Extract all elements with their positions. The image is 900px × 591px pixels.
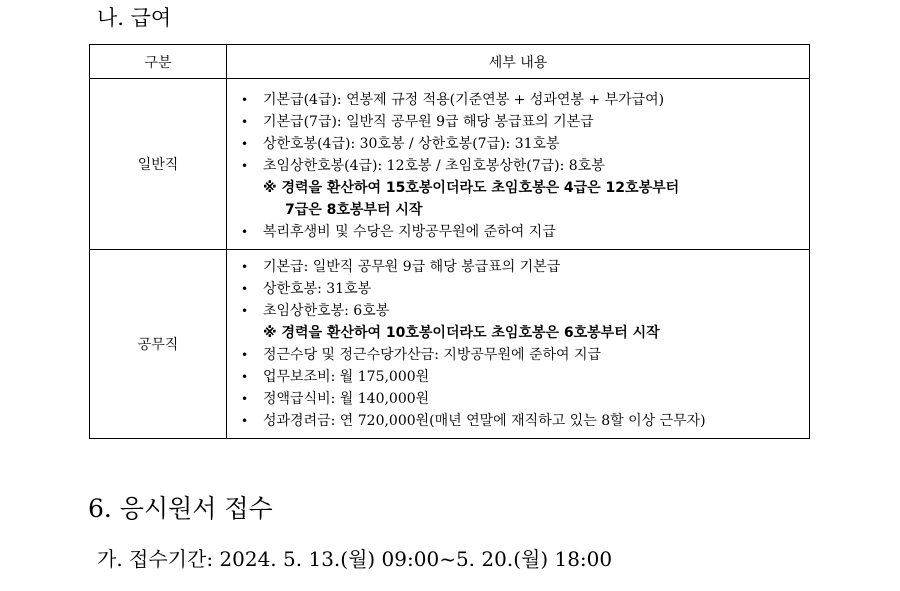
header-details: 세부 내용 — [227, 45, 810, 79]
detail-list — [235, 256, 805, 322]
list-item: • 업무보조비: 월 175,000원 — [235, 366, 805, 388]
bullet-icon: • — [241, 225, 249, 239]
section-heading-application: 6. 응시원서 접수 — [88, 494, 273, 523]
note-line-continued: 7급은 8호봉부터 시작 — [285, 202, 423, 218]
bullet-icon: • — [241, 115, 249, 129]
list-item: • 상한호봉(4급): 30호봉 / 상한호봉(7급): 31호봉 — [235, 133, 805, 155]
list-item: • 초임상한호봉: 6호봉 — [235, 300, 805, 322]
bullet-icon: • — [241, 348, 249, 362]
bullet-icon: • — [241, 370, 249, 384]
detail-list — [235, 89, 805, 177]
application-period: 가. 접수기간: 2024. 5. 13.(월) 09:00~5. 20.(월) 18:00 — [97, 547, 613, 571]
category-cell: 공무직 — [90, 250, 227, 439]
list-item: • 기본급(4급): 연봉제 규정 적용(기준연봉 + 성과연봉 + 부가급여) — [235, 89, 805, 111]
table-header-row — [90, 45, 810, 79]
bullet-icon: • — [241, 414, 249, 428]
note-line: ※ 경력을 환산하여 10호봉이더라도 초임호봉은 6호봉부터 시작 — [263, 325, 660, 341]
note-line: ※ 경력을 환산하여 15호봉이더라도 초임호봉은 4급은 12호봉부터 — [263, 180, 680, 196]
bullet-icon: • — [241, 282, 249, 296]
salary-table — [89, 44, 810, 439]
table-row-civil — [90, 250, 810, 439]
bullet-icon: • — [241, 304, 249, 318]
table-row-general — [90, 79, 810, 250]
list-item: • 상한호봉: 31호봉 — [235, 278, 805, 300]
list-item: • 정액급식비: 월 140,000원 — [235, 388, 805, 410]
section-heading-salary: 나. 급여 — [97, 6, 172, 30]
bullet-icon: • — [241, 260, 249, 274]
detail-list-after — [235, 221, 805, 243]
bullet-icon: • — [241, 159, 249, 173]
header-category: 구분 — [90, 45, 227, 79]
list-item: • 기본급(7급): 일반직 공무원 9급 해당 봉급표의 기본급 — [235, 111, 805, 133]
bullet-icon: • — [241, 93, 249, 107]
category-cell: 일반직 — [90, 79, 227, 250]
list-item: • 기본급: 일반직 공무원 9급 해당 봉급표의 기본급 — [235, 256, 805, 278]
details-cell — [227, 79, 810, 250]
list-item: • 초임상한호봉(4급): 12호봉 / 초임호봉상한(7급): 8호봉 — [235, 155, 805, 177]
detail-list-after — [235, 344, 805, 432]
details-cell — [227, 250, 810, 439]
list-item: • 정근수당 및 정근수당가산금: 지방공무원에 준하여 지급 — [235, 344, 805, 366]
bullet-icon: • — [241, 137, 249, 151]
bullet-icon: • — [241, 392, 249, 406]
list-item: • 성과경려금: 연 720,000원(매년 연말에 재직하고 있는 8할 이상 근무자) — [235, 410, 805, 432]
list-item: • 복리후생비 및 수당은 지방공무원에 준하여 지급 — [235, 221, 805, 243]
